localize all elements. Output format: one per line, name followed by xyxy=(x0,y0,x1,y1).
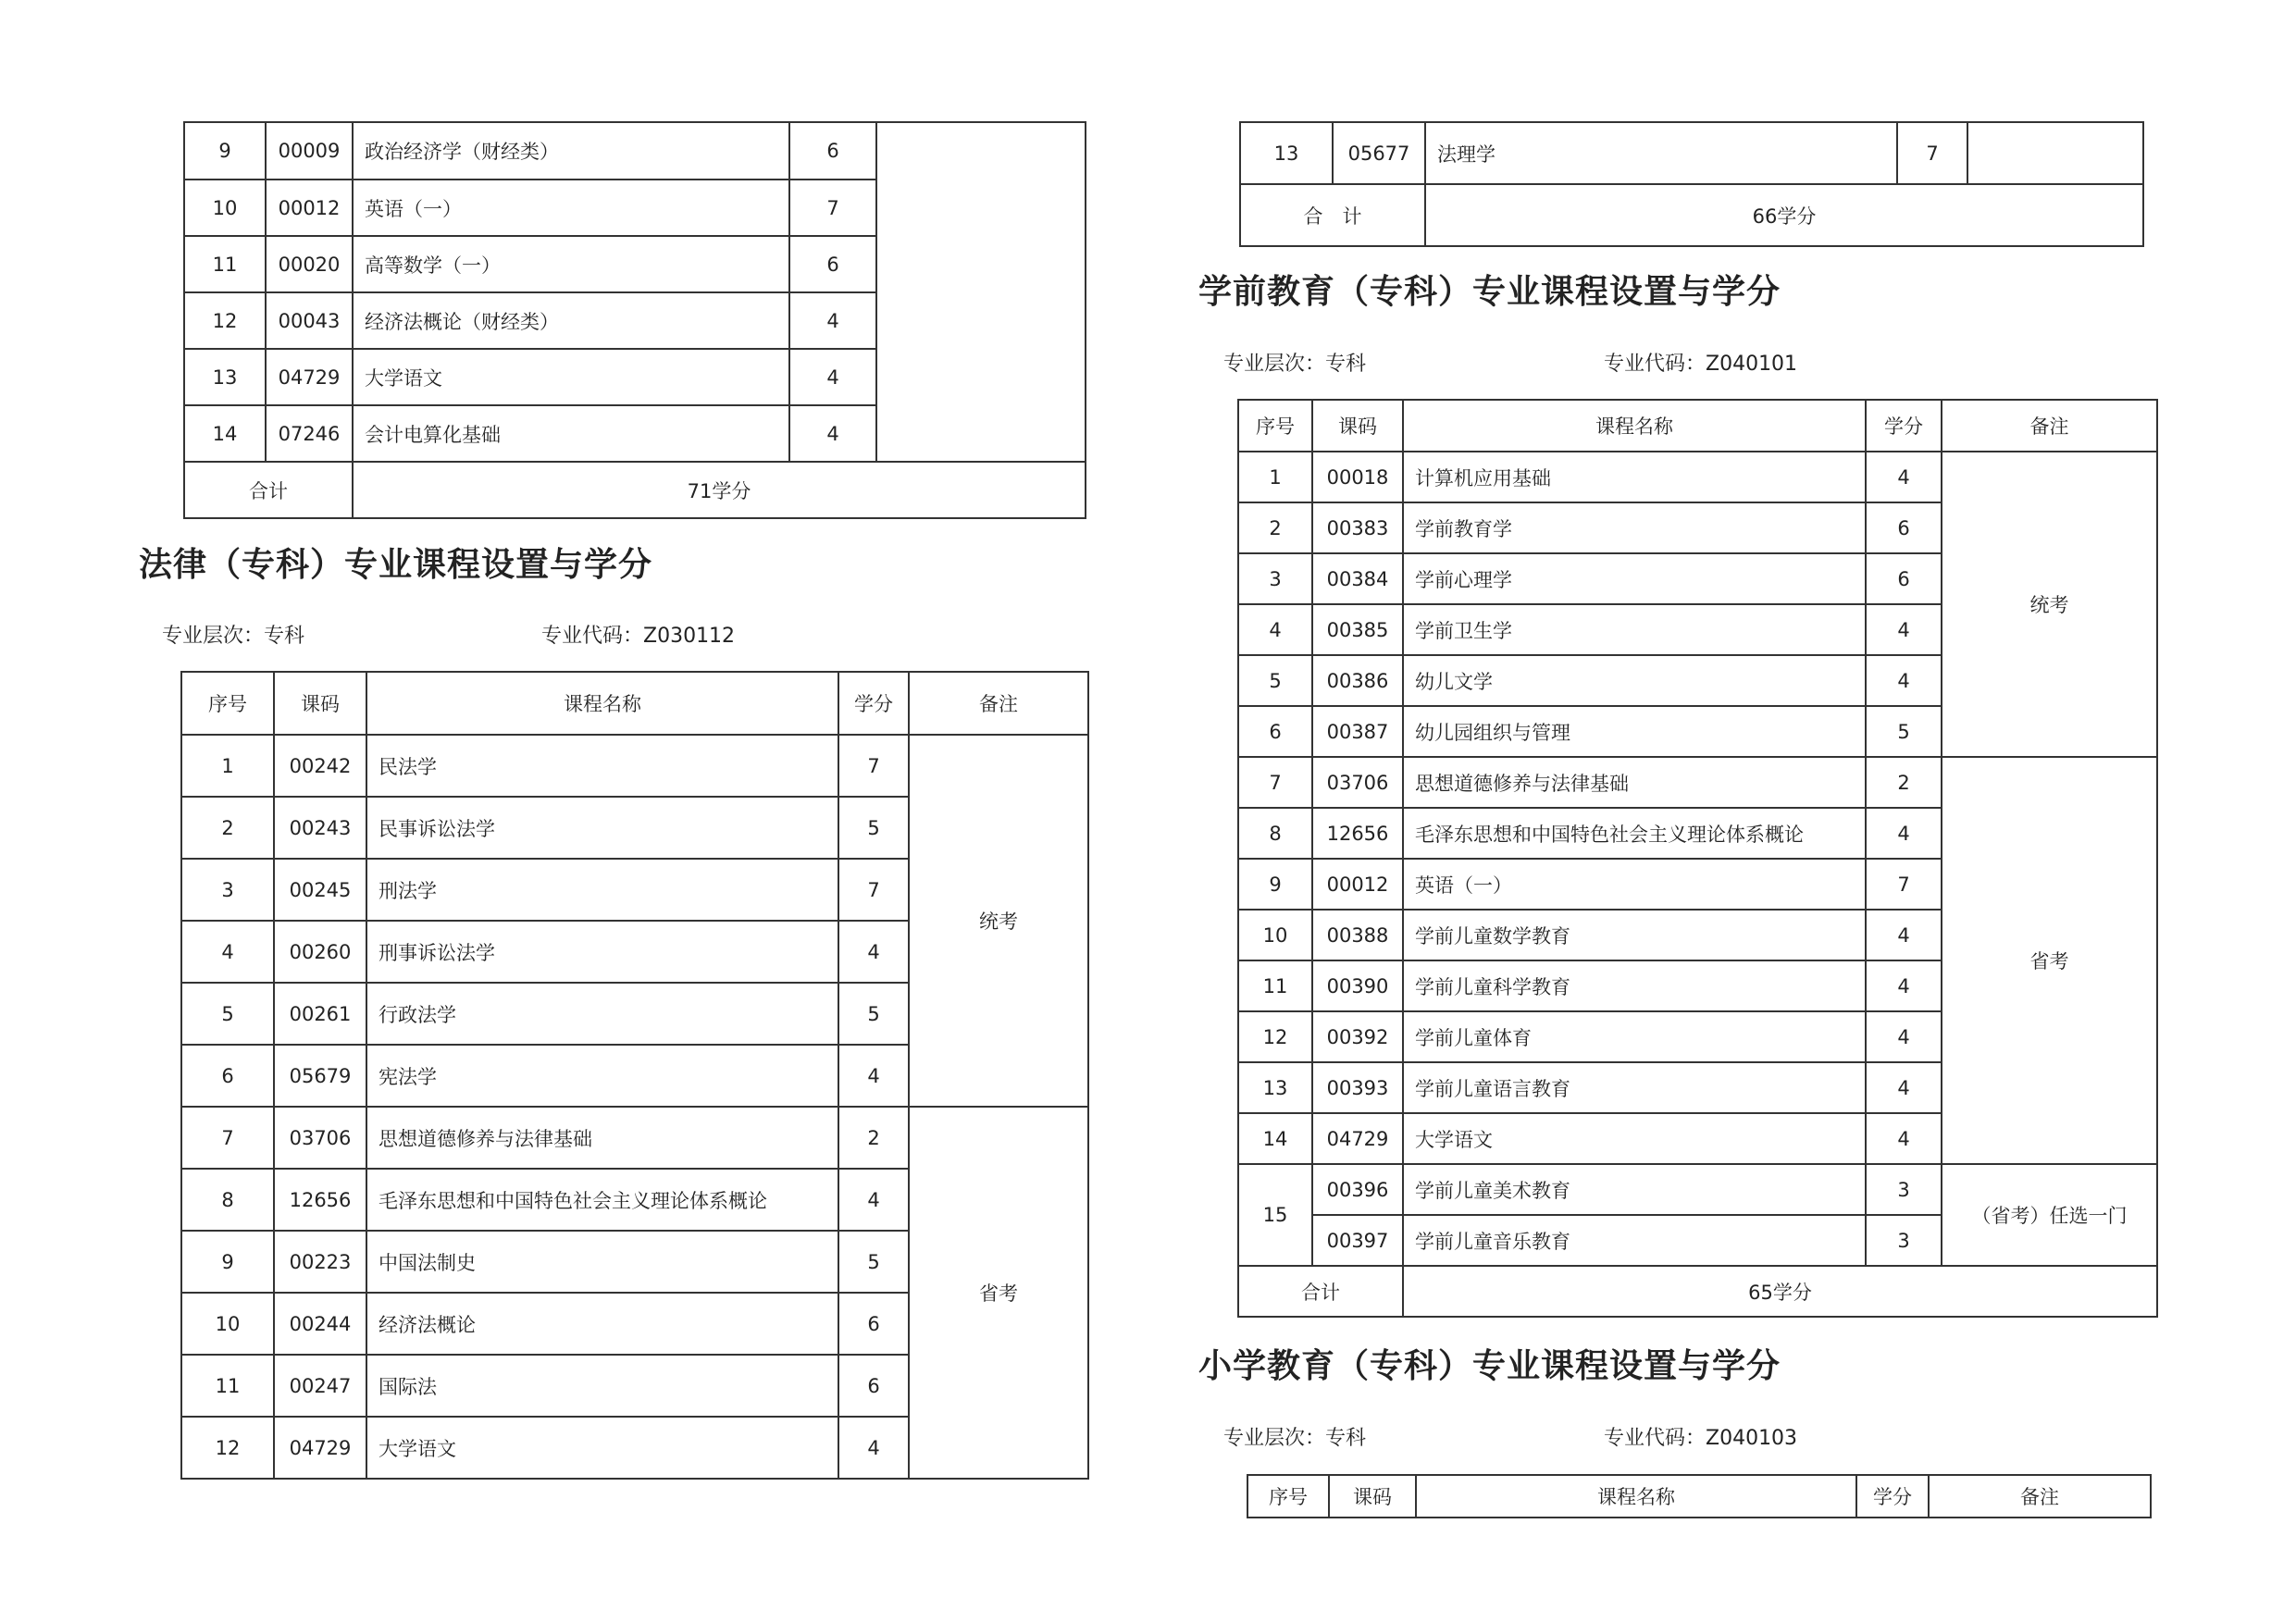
header-note: 备注 xyxy=(1929,1475,2151,1518)
row-number: 13 xyxy=(1238,1062,1312,1113)
row-number: 13 xyxy=(184,349,266,405)
course-credit: 4 xyxy=(838,921,909,983)
course-name: 幼儿文学 xyxy=(1403,655,1866,706)
table-row xyxy=(1238,452,2157,502)
course-code: 00244 xyxy=(274,1293,366,1355)
header-credit: 学分 xyxy=(1866,400,1942,452)
row-number: 11 xyxy=(1238,960,1312,1011)
row-number: 4 xyxy=(181,921,274,983)
row-number: 2 xyxy=(1238,502,1312,553)
course-code: 00397 xyxy=(1312,1215,1403,1266)
row-number: 12 xyxy=(1238,1011,1312,1062)
table-row xyxy=(181,1107,1088,1169)
row-number: 12 xyxy=(181,1417,274,1479)
course-credit: 6 xyxy=(789,122,876,180)
course-code: 00009 xyxy=(266,122,353,180)
header-name: 课程名称 xyxy=(1403,400,1866,452)
note-cell xyxy=(1967,122,2143,184)
course-name: 思想道德修养与法律基础 xyxy=(366,1107,838,1169)
course-name: 英语（一） xyxy=(1403,859,1866,910)
course-code: 05679 xyxy=(274,1045,366,1107)
course-credit: 4 xyxy=(1866,960,1942,1011)
course-credit: 4 xyxy=(1866,604,1942,655)
row-number: 3 xyxy=(181,859,274,921)
row-number: 4 xyxy=(1238,604,1312,655)
course-code: 03706 xyxy=(274,1107,366,1169)
row-number: 11 xyxy=(184,236,266,292)
row-number: 15 xyxy=(1238,1164,1312,1266)
course-code: 00012 xyxy=(266,180,353,236)
course-name: 毛泽东思想和中国特色社会主义理论体系概论 xyxy=(366,1169,838,1231)
course-code: 00385 xyxy=(1312,604,1403,655)
course-name: 学前儿童音乐教育 xyxy=(1403,1215,1866,1266)
course-code: 00393 xyxy=(1312,1062,1403,1113)
course-credit: 4 xyxy=(1866,910,1942,960)
course-name: 英语（一） xyxy=(353,180,789,236)
course-credit: 2 xyxy=(1866,757,1942,808)
row-number: 7 xyxy=(1238,757,1312,808)
course-code: 04729 xyxy=(266,349,353,405)
course-name: 刑法学 xyxy=(366,859,838,921)
course-name: 大学语文 xyxy=(353,349,789,405)
row-number: 9 xyxy=(1238,859,1312,910)
course-code: 00384 xyxy=(1312,553,1403,604)
row-number: 1 xyxy=(1238,452,1312,502)
law-section-title: 法律（专科）专业课程设置与学分 xyxy=(139,545,653,584)
row-number: 2 xyxy=(181,797,274,859)
course-name: 计算机应用基础 xyxy=(1403,452,1866,502)
course-name: 高等数学（一） xyxy=(353,236,789,292)
course-name: 中国法制史 xyxy=(366,1231,838,1293)
course-name: 幼儿园组织与管理 xyxy=(1403,706,1866,757)
course-code: 00386 xyxy=(1312,655,1403,706)
course-credit: 5 xyxy=(1866,706,1942,757)
row-number: 6 xyxy=(1238,706,1312,757)
course-credit: 4 xyxy=(789,405,876,462)
header-code: 课码 xyxy=(1329,1475,1416,1518)
total-label: 合计 xyxy=(1238,1266,1403,1317)
header-code: 课码 xyxy=(1312,400,1403,452)
course-credit: 4 xyxy=(1866,808,1942,859)
preschool-section-title: 学前教育（专科）专业课程设置与学分 xyxy=(1198,272,1781,311)
course-code: 00392 xyxy=(1312,1011,1403,1062)
preschool-course-table xyxy=(1237,399,2158,1318)
course-credit: 5 xyxy=(838,983,909,1045)
row-number: 14 xyxy=(184,405,266,462)
course-name: 大学语文 xyxy=(366,1417,838,1479)
row-number: 10 xyxy=(184,180,266,236)
row-number: 14 xyxy=(1238,1113,1312,1164)
note-provincial-exam: 省考 xyxy=(1942,757,2157,1164)
course-credit: 5 xyxy=(838,797,909,859)
course-credit: 7 xyxy=(838,859,909,921)
course-credit: 7 xyxy=(1897,122,1967,184)
course-name: 经济法概论 xyxy=(366,1293,838,1355)
course-code: 03706 xyxy=(1312,757,1403,808)
course-credit: 6 xyxy=(789,236,876,292)
course-code: 00396 xyxy=(1312,1164,1403,1215)
total-row xyxy=(1240,184,2143,246)
table-row xyxy=(181,735,1088,797)
course-code: 00245 xyxy=(274,859,366,921)
row-number: 7 xyxy=(181,1107,274,1169)
note-elective: （省考）任选一门 xyxy=(1942,1164,2157,1266)
course-name: 学前卫生学 xyxy=(1403,604,1866,655)
course-credit: 4 xyxy=(1866,1062,1942,1113)
total-label: 合计 xyxy=(184,462,353,518)
row-number: 13 xyxy=(1240,122,1333,184)
row-number: 8 xyxy=(181,1169,274,1231)
course-credit: 7 xyxy=(1866,859,1942,910)
course-code: 12656 xyxy=(274,1169,366,1231)
header-note: 备注 xyxy=(1942,400,2157,452)
row-number: 9 xyxy=(181,1231,274,1293)
header-number: 序号 xyxy=(1247,1475,1329,1518)
course-name: 刑事诉讼法学 xyxy=(366,921,838,983)
law-course-table-continued xyxy=(1239,121,2144,247)
note-cell xyxy=(876,122,1086,462)
course-name: 思想道德修养与法律基础 xyxy=(1403,757,1866,808)
course-credit: 4 xyxy=(1866,452,1942,502)
course-credit: 7 xyxy=(838,735,909,797)
course-code: 00020 xyxy=(266,236,353,292)
course-name: 学前心理学 xyxy=(1403,553,1866,604)
course-credit: 5 xyxy=(838,1231,909,1293)
course-name: 学前教育学 xyxy=(1403,502,1866,553)
row-number: 8 xyxy=(1238,808,1312,859)
header-note: 备注 xyxy=(909,672,1088,735)
row-number: 10 xyxy=(181,1293,274,1355)
table-header-row xyxy=(1247,1475,2151,1518)
preschool-level-label: 专业层次：专科 xyxy=(1223,353,1367,376)
course-credit: 4 xyxy=(1866,1113,1942,1164)
row-number: 1 xyxy=(181,735,274,797)
course-name: 经济法概论（财经类） xyxy=(353,292,789,349)
course-name: 会计电算化基础 xyxy=(353,405,789,462)
total-value: 65学分 xyxy=(1403,1266,2157,1317)
course-credit: 4 xyxy=(789,292,876,349)
header-number: 序号 xyxy=(1238,400,1312,452)
note-provincial-exam: 省考 xyxy=(909,1107,1088,1479)
course-credit: 4 xyxy=(838,1045,909,1107)
course-code: 00388 xyxy=(1312,910,1403,960)
course-name: 学前儿童科学教育 xyxy=(1403,960,1866,1011)
course-code: 00012 xyxy=(1312,859,1403,910)
course-code: 00242 xyxy=(274,735,366,797)
course-credit: 4 xyxy=(1866,655,1942,706)
course-name: 毛泽东思想和中国特色社会主义理论体系概论 xyxy=(1403,808,1866,859)
note-unified-exam: 统考 xyxy=(909,735,1088,1107)
preschool-code-label: 专业代码：Z040101 xyxy=(1604,353,1798,376)
course-code: 00383 xyxy=(1312,502,1403,553)
header-credit: 学分 xyxy=(838,672,909,735)
course-credit: 4 xyxy=(838,1417,909,1479)
total-row xyxy=(184,462,1086,518)
course-credit: 7 xyxy=(789,180,876,236)
primary-course-table xyxy=(1247,1474,2152,1518)
header-name: 课程名称 xyxy=(366,672,838,735)
course-code: 00043 xyxy=(266,292,353,349)
course-credit: 6 xyxy=(838,1355,909,1417)
header-name: 课程名称 xyxy=(1416,1475,1856,1518)
course-credit: 6 xyxy=(838,1293,909,1355)
total-row xyxy=(1238,1266,2157,1317)
row-number: 3 xyxy=(1238,553,1312,604)
course-code: 00390 xyxy=(1312,960,1403,1011)
accounting-course-table-continued xyxy=(183,121,1086,519)
course-code: 04729 xyxy=(274,1417,366,1479)
row-number: 10 xyxy=(1238,910,1312,960)
course-credit: 2 xyxy=(838,1107,909,1169)
table-row xyxy=(1238,757,2157,808)
course-credit: 6 xyxy=(1866,502,1942,553)
course-code: 00261 xyxy=(274,983,366,1045)
course-name: 学前儿童体育 xyxy=(1403,1011,1866,1062)
course-name: 行政法学 xyxy=(366,983,838,1045)
course-credit: 4 xyxy=(789,349,876,405)
course-name: 政治经济学（财经类） xyxy=(353,122,789,180)
course-name: 民事诉讼法学 xyxy=(366,797,838,859)
course-name: 学前儿童语言教育 xyxy=(1403,1062,1866,1113)
total-value: 66学分 xyxy=(1425,184,2143,246)
course-name: 学前儿童美术教育 xyxy=(1403,1164,1866,1215)
row-number: 6 xyxy=(181,1045,274,1107)
table-header-row xyxy=(1238,400,2157,452)
course-code: 00260 xyxy=(274,921,366,983)
table-header-row xyxy=(181,672,1088,735)
primary-level-label: 专业层次：专科 xyxy=(1223,1427,1367,1450)
course-code: 00387 xyxy=(1312,706,1403,757)
course-name: 国际法 xyxy=(366,1355,838,1417)
total-label: 合 计 xyxy=(1240,184,1425,246)
course-code: 00243 xyxy=(274,797,366,859)
course-code: 12656 xyxy=(1312,808,1403,859)
primary-section-title: 小学教育（专科）专业课程设置与学分 xyxy=(1198,1346,1781,1385)
primary-code-label: 专业代码：Z040103 xyxy=(1604,1427,1798,1450)
table-row xyxy=(1238,1164,2157,1215)
row-number: 5 xyxy=(181,983,274,1045)
course-name: 大学语文 xyxy=(1403,1113,1866,1164)
row-number: 11 xyxy=(181,1355,274,1417)
course-code: 07246 xyxy=(266,405,353,462)
course-code: 00018 xyxy=(1312,452,1403,502)
course-credit: 3 xyxy=(1866,1215,1942,1266)
law-code-label: 专业代码：Z030112 xyxy=(541,625,736,648)
header-credit: 学分 xyxy=(1856,1475,1929,1518)
header-number: 序号 xyxy=(181,672,274,735)
row-number: 9 xyxy=(184,122,266,180)
course-name: 宪法学 xyxy=(366,1045,838,1107)
course-name: 法理学 xyxy=(1425,122,1897,184)
course-credit: 4 xyxy=(838,1169,909,1231)
course-credit: 3 xyxy=(1866,1164,1942,1215)
course-credit: 6 xyxy=(1866,553,1942,604)
note-unified-exam: 统考 xyxy=(1942,452,2157,757)
course-name: 民法学 xyxy=(366,735,838,797)
table-row xyxy=(1240,122,2143,184)
course-name: 学前儿童数学教育 xyxy=(1403,910,1866,960)
course-code: 05677 xyxy=(1333,122,1425,184)
total-value: 71学分 xyxy=(353,462,1086,518)
course-code: 00247 xyxy=(274,1355,366,1417)
course-code: 04729 xyxy=(1312,1113,1403,1164)
course-credit: 4 xyxy=(1866,1011,1942,1062)
row-number: 12 xyxy=(184,292,266,349)
law-level-label: 专业层次：专科 xyxy=(162,625,305,648)
law-course-table xyxy=(180,671,1089,1480)
table-row xyxy=(184,122,1086,180)
header-code: 课码 xyxy=(274,672,366,735)
row-number: 5 xyxy=(1238,655,1312,706)
course-code: 00223 xyxy=(274,1231,366,1293)
